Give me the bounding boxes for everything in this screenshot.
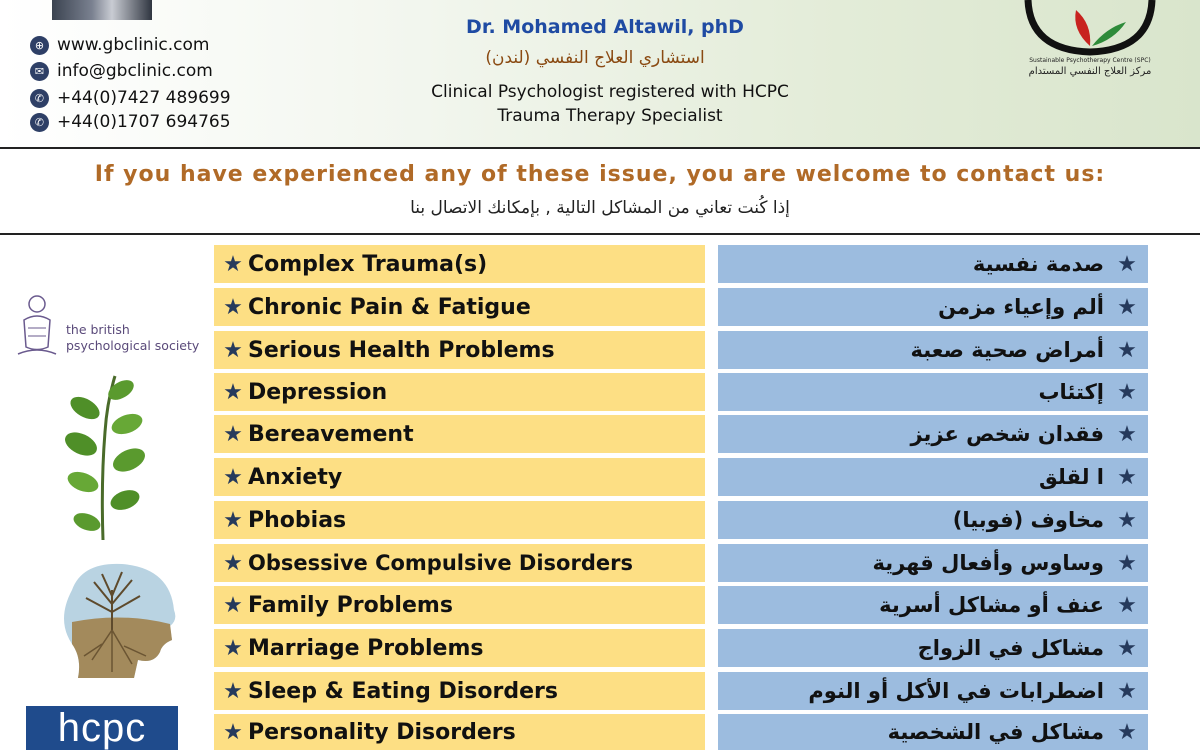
star-icon: ★ (223, 592, 243, 618)
welcome-heading-english: If you have experienced any of these issue, you are welcome to contact us: (94, 162, 1106, 187)
issue-row-en (214, 373, 705, 411)
globe-icon: ⊕ (30, 36, 49, 55)
star-icon: ★ (1117, 550, 1137, 576)
divider-top (0, 147, 1200, 149)
issue-row-ar (718, 288, 1148, 326)
issue-row-ar (718, 331, 1148, 369)
contact-website-text: www.gbclinic.com (57, 35, 210, 55)
issue-row-en (214, 288, 705, 326)
star-icon: ★ (1117, 507, 1137, 533)
mail-icon: ✉ (30, 62, 49, 81)
bps-logo-icon (14, 292, 60, 360)
issue-row-ar (718, 245, 1148, 283)
bps-logo-text (66, 322, 199, 354)
star-icon: ★ (1117, 592, 1137, 618)
issue-label-en: Bereavement (248, 421, 414, 447)
issue-label-ar: فقدان شخص عزيز (910, 422, 1104, 446)
issue-label-en: Obsessive Compulsive Disorders (248, 551, 633, 575)
contact-email-text: info@gbclinic.com (57, 61, 213, 81)
star-icon: ★ (223, 464, 243, 490)
phone-icon: ✆ (30, 113, 49, 132)
issue-label-en: Chronic Pain & Fatigue (248, 294, 531, 320)
star-icon: ★ (1117, 719, 1137, 745)
issue-label-en: Family Problems (248, 592, 453, 618)
star-icon: ★ (223, 251, 243, 277)
issue-row-en (214, 544, 705, 582)
issue-label-en: Anxiety (248, 464, 343, 490)
welcome-heading-arabic: إذا كُنت تعاني من المشاكل التالية , بإمكانك الاتصال بنا (410, 198, 790, 218)
issue-label-ar: عنف أو مشاكل أسرية (879, 593, 1104, 617)
issue-label-en: Complex Trauma(s) (248, 251, 488, 277)
issue-label-en: Serious Health Problems (248, 337, 555, 363)
issue-row-en (214, 672, 705, 710)
issue-row-ar (718, 672, 1148, 710)
star-icon: ★ (223, 337, 243, 363)
issue-label-ar: مشاكل في الشخصية (887, 720, 1104, 744)
bps-text-line-1: the british (66, 322, 130, 337)
issue-row-en (214, 458, 705, 496)
star-icon: ★ (1117, 251, 1137, 277)
issue-row-en (214, 586, 705, 624)
issue-label-en: Depression (248, 379, 388, 405)
star-icon: ★ (223, 379, 243, 405)
star-icon: ★ (1117, 678, 1137, 704)
issue-label-en: Sleep & Eating Disorders (248, 678, 558, 704)
contact-phone-1-text: +44(0)7427 489699 (57, 88, 231, 108)
hcpc-logo: hcpc (26, 706, 178, 750)
plant-icon (55, 372, 150, 540)
issue-row-ar (718, 458, 1148, 496)
doctor-title-arabic: استشاري العلاج النفسي (لندن) (485, 48, 705, 68)
doctor-credential-line-1: Clinical Psychologist registered with HCPC (431, 82, 789, 102)
star-icon: ★ (1117, 635, 1137, 661)
star-icon: ★ (1117, 379, 1137, 405)
issue-label-ar: مخاوف (فوبيا) (952, 508, 1104, 532)
star-icon: ★ (1117, 464, 1137, 490)
issue-row-en (214, 415, 705, 453)
issue-label-ar: أمراض صحية صعبة (910, 338, 1104, 362)
issue-label-ar: ألم وإعياء مزمن (938, 295, 1104, 319)
logo-text-arabic: مركز العلاج النفسي المستدام (1028, 66, 1152, 77)
star-icon: ★ (223, 550, 243, 576)
star-icon: ★ (1117, 294, 1137, 320)
issue-label-en: Personality Disorders (248, 719, 516, 745)
doctor-credential-line-2: Trauma Therapy Specialist (497, 106, 723, 126)
issue-label-ar: إكتئاب (1038, 380, 1104, 404)
doctor-name: Dr. Mohamed Altawil, phD (466, 16, 744, 38)
star-icon: ★ (223, 421, 243, 447)
contact-phone-2-text: +44(0)1707 694765 (57, 112, 231, 132)
issue-label-en: Marriage Problems (248, 635, 484, 661)
issue-label-ar: وساوس وأفعال قهرية (872, 551, 1104, 575)
issue-label-ar: ا لقلق (1038, 465, 1104, 489)
divider-bottom (0, 233, 1200, 235)
star-icon: ★ (223, 507, 243, 533)
issue-label-ar: مشاكل في الزواج (917, 636, 1104, 660)
issue-row-ar (718, 629, 1148, 667)
issue-row-ar (718, 586, 1148, 624)
logo-text-english: Sustainable Psychotherapy Centre (SPC) (1029, 57, 1151, 64)
bps-text-line-2: psychological society (66, 338, 200, 353)
issue-label-ar: صدمة نفسية (972, 252, 1104, 276)
star-icon: ★ (223, 719, 243, 745)
issue-row-en (214, 629, 705, 667)
issue-row-en (214, 331, 705, 369)
issue-row-ar (718, 373, 1148, 411)
issue-label-en: Phobias (248, 507, 347, 533)
issue-row-en (214, 714, 705, 750)
issue-row-ar (718, 544, 1148, 582)
issue-label-ar: اضطرابات في الأكل أو النوم (808, 679, 1104, 703)
issue-row-ar (718, 501, 1148, 539)
issue-row-ar (718, 714, 1148, 750)
phone-icon: ✆ (30, 89, 49, 108)
star-icon: ★ (223, 294, 243, 320)
star-icon: ★ (223, 635, 243, 661)
star-icon: ★ (1117, 337, 1137, 363)
issue-row-en (214, 501, 705, 539)
issue-row-en (214, 245, 705, 283)
head-tree-icon (42, 560, 182, 682)
star-icon: ★ (223, 678, 243, 704)
star-icon: ★ (1117, 421, 1137, 447)
issue-row-ar (718, 415, 1148, 453)
